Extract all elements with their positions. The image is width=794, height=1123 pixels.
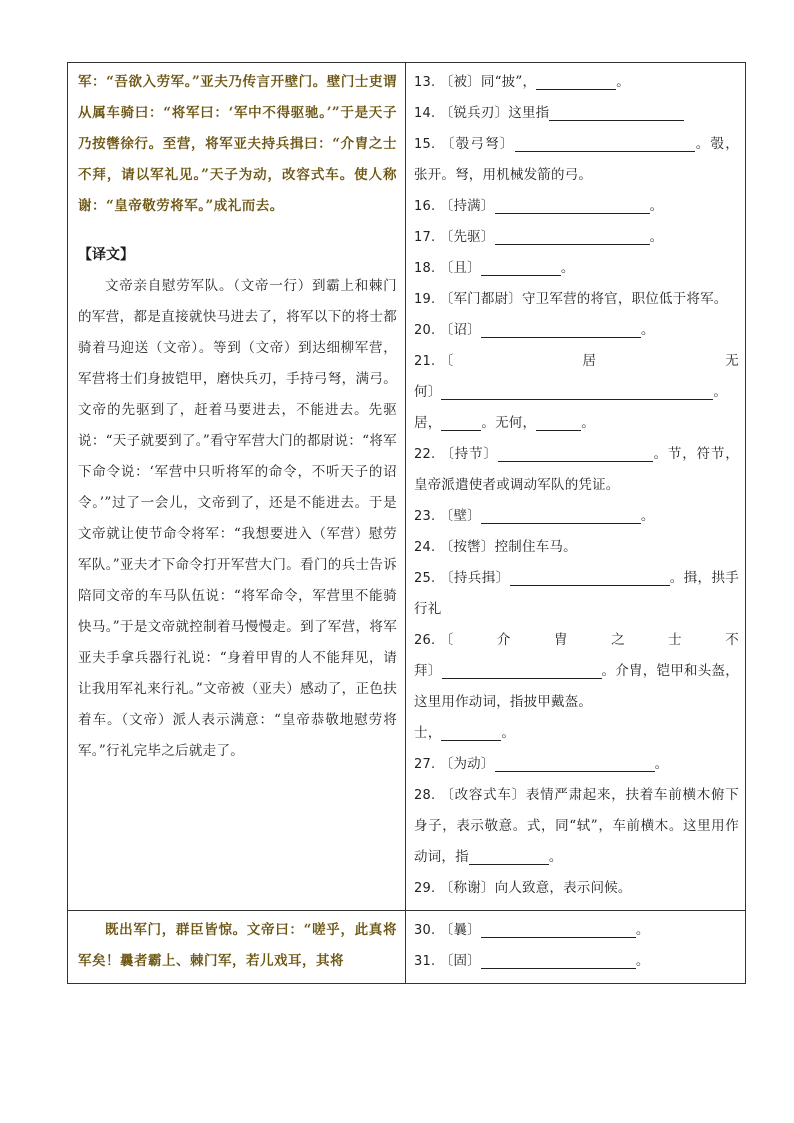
note-27: 27. 〔为动〕 。 [414, 749, 739, 780]
answer-blank[interactable] [481, 257, 561, 276]
answer-blank[interactable] [495, 753, 655, 772]
answer-blank[interactable] [481, 950, 636, 969]
answer-blank[interactable] [441, 412, 481, 431]
note-29: 29. 〔称谢〕向人致意，表示问候。 [414, 880, 632, 896]
note-22: 22. 〔持节〕 。节，符节，皇帝派遣使者或调动军队的凭证。 [414, 439, 739, 501]
answer-blank[interactable] [510, 567, 670, 586]
note-14: 14. 〔锐兵刃〕这里指 [414, 98, 739, 129]
note-20: 20. 〔诏〕 。 [414, 315, 739, 346]
answer-blank[interactable] [536, 71, 616, 90]
answer-blank[interactable] [441, 722, 501, 741]
answer-blank[interactable] [481, 919, 636, 938]
answer-blank[interactable] [469, 846, 549, 865]
table-row [68, 911, 746, 984]
answer-blank[interactable] [498, 443, 653, 462]
answer-blank[interactable] [481, 319, 641, 338]
answer-blank[interactable] [441, 381, 713, 400]
note-16: 16. 〔持满〕 。 [414, 191, 739, 222]
note-18: 18. 〔且〕 。 [414, 253, 739, 284]
note-30: 30. 〔曩〕 。 [414, 915, 739, 946]
answer-blank[interactable] [536, 412, 581, 431]
right-column [406, 63, 746, 911]
note-26: 26. 〔 介 胄 之 士 不 拜〕 。介胄，铠甲和头盔，这里用作动词，指披甲戴盔。 士， 。 [414, 632, 739, 741]
answer-blank[interactable] [515, 133, 695, 152]
left-column [68, 911, 406, 984]
right-column [406, 911, 746, 984]
note-13: 13. 〔被〕同“披”， 。 [414, 67, 739, 98]
answer-blank[interactable] [495, 195, 650, 214]
note-28: 28. 〔改容式车〕表情严肃起来，扶着车前横木俯下身子，表示敬意。式，同“轼”，车前横木。这里用作动词，指 。 [414, 787, 739, 865]
table-row [68, 63, 746, 911]
answer-blank[interactable] [481, 505, 641, 524]
note-17: 17. 〔先驱〕 。 [414, 222, 739, 253]
left-column [68, 63, 406, 911]
note-24: 24. 〔按辔〕控制住车马。 [414, 539, 577, 555]
note-21: 21. 〔 居 无 何〕 。 居， 。无何， 。 [414, 353, 739, 431]
note-25: 25. 〔持兵揖〕 。揖，拱手行礼 [414, 563, 739, 625]
translation-heading: 【译文】 [78, 247, 134, 263]
note-31: 31. 〔固〕 。 [414, 946, 739, 977]
notes-list [406, 63, 745, 910]
worksheet-table [67, 62, 746, 984]
note-15: 15. 〔彀弓弩〕 。彀，张开。弩，用机械发箭的弓。 [414, 129, 739, 191]
original-text-continued: 既出军门，群臣皆惊。文帝曰：“嗟乎，此真将军矣！曩者霸上、棘门军，若儿戏耳，其将 [78, 922, 397, 969]
note-19: 19. 〔军门都尉〕守卫军营的将官，职位低于将军。 [414, 291, 728, 307]
answer-blank[interactable] [495, 226, 650, 245]
answer-blank[interactable] [549, 102, 684, 121]
answer-blank[interactable] [442, 660, 602, 679]
notes-list [406, 911, 745, 983]
note-23: 23. 〔壁〕 。 [414, 501, 739, 532]
original-text: 军：“吾欲入劳军。”亚夫乃传言开壁门。壁门士吏谓从属车骑曰：“将军曰：‘军中不得驱驰。’”于是天子乃按辔徐行。至营，将军亚夫持兵揖曰：“介胄之士不拜，请以军礼见。”天子为动，改容式车。使人称谢：“皇帝敬劳将军。”成礼而去。 [78, 74, 397, 214]
translation-text: 文帝亲自慰劳军队。（文帝一行）到霸上和棘门的军营，都是直接就快马进去了，将军以下的将士都骑着马迎送（文帝）。等到（文帝）到达细柳军营，军营将士们身披铠甲，磨快兵刃，手持弓弩，满弓。文帝的先驱到了，赶着马要进去，不能进去。先驱说：“天子就要到了。”看守军营大门的都尉说：“将军下命令说：‘军营中只听将军的命令，不听天子的诏令。’”过了一会儿，文帝到了，还是不能进去。于是文帝就让使节命令将军：“我想要进入（军营）慰劳军队。”亚夫才下命令打开军营大门。看门的兵士告诉陪同文帝的车马队伍说：“将军命令，军营里不能骑快马。”于是文帝就控制着马慢慢走。到了军营，将军亚夫手拿兵器行礼说：“身着甲胄的人不能拜见，请让我用军礼来行礼。”文帝被（亚夫）感动了，正色扶着车。（文帝）派人表示满意：“皇帝恭敬地慰劳将军。”行礼完毕之后就走了。 [78, 278, 397, 759]
